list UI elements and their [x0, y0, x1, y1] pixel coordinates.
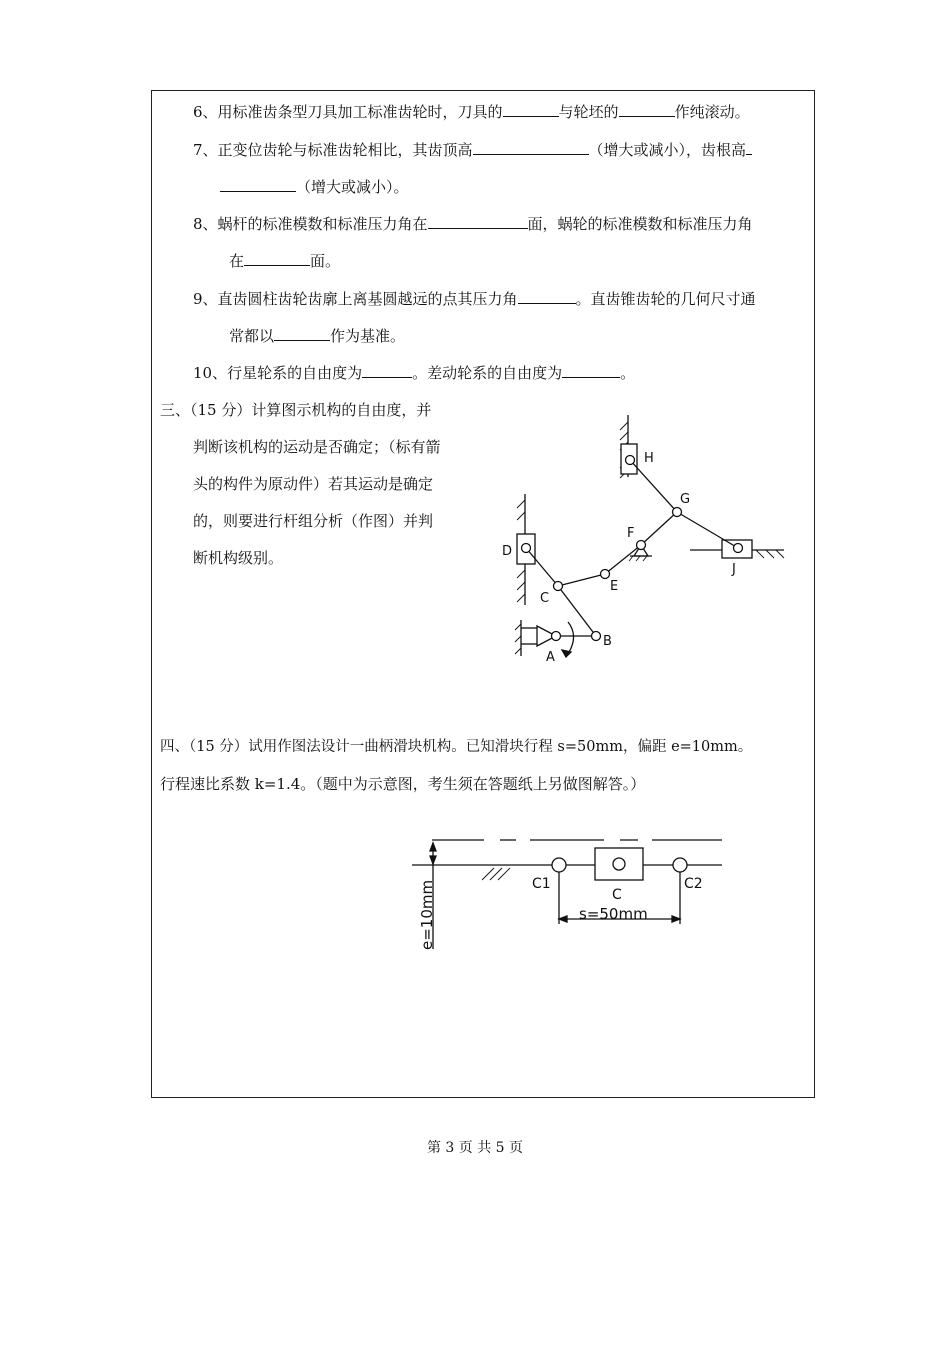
label-j: J: [732, 562, 736, 577]
section-3-line-4: 的，则要进行杆组分析（作图）并判: [193, 512, 434, 530]
section-3-line-3: 头的构件为原动件）若其运动是确定: [193, 475, 434, 493]
answer-blank: [244, 250, 310, 266]
section-3-line-1: 三、（15 分）计算图示机构的自由度，并: [160, 401, 432, 419]
answer-blank: [220, 176, 296, 192]
slider-crank-diagram: [405, 830, 735, 955]
question-9-cont: 常都以 作为基准。: [229, 327, 406, 345]
label-c: C: [540, 591, 550, 606]
question-9: 9、直齿圆柱齿轮齿廓上离基圆越远的点其压力角 。直齿锥齿轮的几何尺寸通: [193, 290, 756, 308]
section-3-line-5: 断机构级别。: [193, 549, 284, 567]
label-c1: C1: [532, 876, 551, 892]
label-d: D: [502, 544, 513, 559]
label-c-slider: C: [612, 887, 622, 903]
label-g: G: [680, 492, 691, 507]
question-10: 10、行星轮系的自由度为 。差动轮系的自由度为 。: [193, 364, 636, 382]
label-a: A: [546, 650, 555, 665]
question-7-cont: （增大或减小）。: [220, 176, 409, 197]
label-offset: e=10mm: [418, 879, 436, 950]
answer-blank: [518, 288, 576, 304]
question-6: 6、用标准齿条型刀具加工标准齿轮时，刀具的 与轮坯的 作纯滚动。: [193, 103, 750, 121]
label-f: F: [627, 526, 635, 541]
answer-blank: [503, 101, 559, 117]
label-e: E: [610, 579, 619, 594]
answer-blank: [428, 213, 528, 229]
answer-blank: [274, 325, 330, 341]
label-b: B: [603, 634, 612, 649]
section-4-line-2: 行程速比系数 k=1.4。（题中为示意图，考生须在答题纸上另做图解答。）: [160, 775, 646, 793]
page-footer: 第 3 页 共 5 页: [426, 1140, 524, 1156]
answer-blank: [746, 139, 752, 155]
label-h: H: [644, 451, 654, 466]
answer-blank: [619, 101, 675, 117]
answer-blank: [562, 362, 620, 378]
mechanism-diagram: [490, 408, 800, 670]
section-4-line-1: 四、（15 分）试用作图法设计一曲柄滑块机构。已知滑块行程 s=50mm，偏距 e=10mm。: [160, 739, 753, 755]
question-7: 7、正变位齿轮与标准齿轮相比，其齿顶高 （增大或减小），齿根高: [193, 139, 752, 160]
question-8-cont: 在 面。: [229, 252, 341, 270]
label-c2: C2: [684, 876, 703, 892]
label-stroke: s=50mm: [579, 905, 648, 923]
question-8: 8、蜗杆的标准模数和标准压力角在 面，蜗轮的标准模数和标准压力角: [193, 215, 753, 233]
answer-blank: [362, 362, 412, 378]
answer-blank: [473, 139, 589, 155]
section-3-line-2: 判断该机构的运动是否确定；（标有箭: [193, 438, 441, 456]
